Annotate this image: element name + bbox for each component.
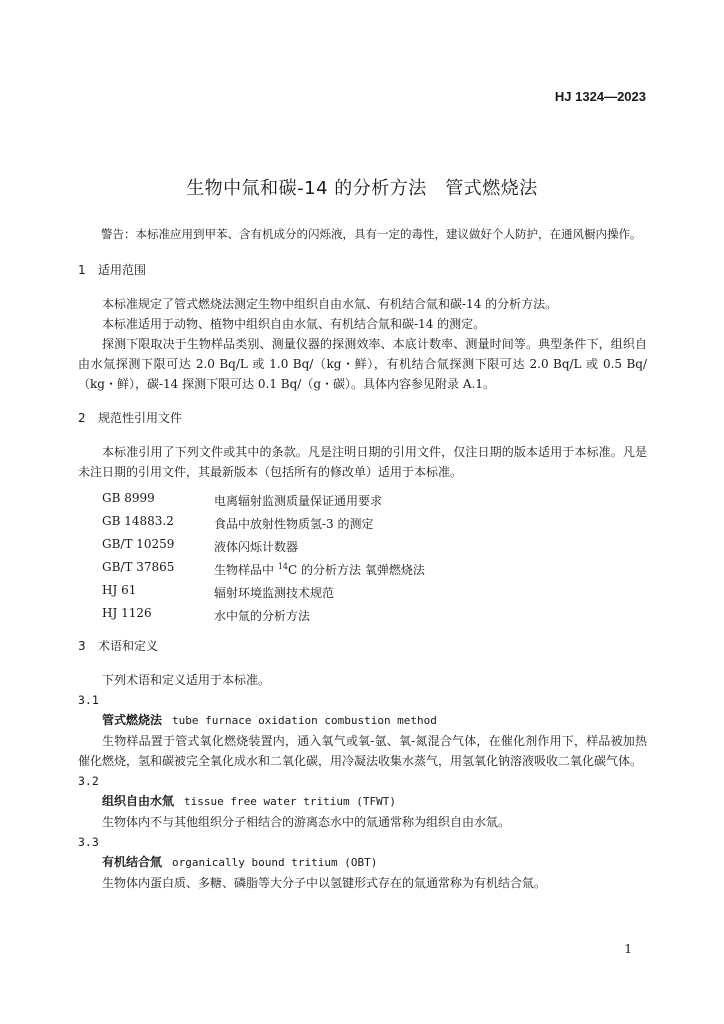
section-heading-references: [78, 408, 647, 428]
paragraph: 本标准规定了管式燃烧法测定生物中组织自由水氚、有机结合氚和碳-14 的分析方法。: [102, 297, 558, 311]
reference-code: GB/T 37865: [102, 560, 175, 574]
reference-list: [102, 488, 425, 626]
warning-text: 警告：本标准应用到甲苯、含有机成分的闪烁液，具有一定的毒性，建议做好个人防护，在通风橱内操作。: [101, 227, 642, 241]
term-name-cn: 管式燃烧法: [102, 713, 163, 727]
term-name-cn: 有机结合氚: [102, 855, 163, 869]
document-body: [78, 224, 647, 893]
paragraph: 下列术语和定义适用于本标准。: [102, 673, 271, 687]
term-name: [102, 791, 647, 812]
term-definition: 生物体内蛋白质、多糖、磷脂等大分子中以氢键形式存在的氚通常称为有机结合氚。: [102, 876, 547, 890]
reference-name: 电离辐射监测质量保证通用要求: [214, 494, 383, 508]
term-name: [102, 852, 647, 873]
reference-code: HJ 1126: [102, 606, 152, 620]
reference-name: 生物样品中 $^{14}$C 的分析方法 氧弹燃烧法: [214, 562, 425, 577]
reference-name: 辐射环境监测技术规范: [214, 586, 335, 600]
section-number: 2: [78, 411, 86, 425]
term-name-en: organically bound tritium (OBT): [172, 856, 378, 869]
section-title: 规范性引用文件: [98, 411, 183, 425]
term-name-en: tissue free water tritium (TFWT): [184, 795, 396, 808]
term-name: [102, 710, 647, 731]
section-heading-scope: [78, 260, 647, 280]
term-definition: 生物体内不与其他组织分子相结合的游离态水中的氚通常称为组织自由水氚。: [102, 815, 511, 829]
reference-name: 水中氚的分析方法: [214, 609, 311, 623]
document-title: 生物中氚和碳-14 的分析方法 管式燃烧法: [186, 178, 538, 199]
page-number: 1: [624, 942, 632, 956]
reference-item: [102, 557, 425, 580]
term-name-en: tube furnace oxidation combustion method: [172, 714, 437, 727]
reference-item: [102, 488, 425, 511]
reference-code: HJ 61: [102, 583, 137, 597]
reference-code: GB 14883.2: [102, 514, 174, 528]
reference-name: 食品中放射性物质氢-3 的测定: [214, 517, 374, 531]
reference-item: [102, 603, 425, 626]
reference-code: GB 8999: [102, 491, 155, 505]
section-number: 1: [78, 263, 86, 277]
term-number: 3.1: [78, 693, 99, 707]
term-definition: 生物样品置于管式氧化燃烧装置内，通入氧气或氧-氩、氧-氮混合气体，在催化剂作用下，样品被加热催化燃烧，氢和碳被完全氧化成水和二氧化碳，用冷凝法收集水蒸气，用氢氧化钠溶液吸收二氧化碳气体。: [78, 734, 647, 768]
section-title: 术语和定义: [98, 639, 159, 653]
term-number: 3.2: [78, 774, 99, 788]
reference-item: [102, 580, 425, 603]
reference-item: [102, 534, 425, 557]
reference-name: 液体闪烁计数器: [214, 540, 299, 554]
term-number: 3.3: [78, 835, 99, 849]
standard-code: HJ 1324—2023: [554, 89, 646, 104]
section-title: 适用范围: [98, 263, 147, 277]
reference-item: [102, 511, 425, 534]
section-number: 3: [78, 639, 86, 653]
paragraph: 本标准适用于动物、植物中组织自由水氚、有机结合氚和碳-14 的测定。: [102, 317, 486, 331]
scope-paragraphs: [78, 294, 647, 394]
term-name-cn: 组织自由水氚: [102, 794, 175, 808]
section-heading-terms: [78, 636, 647, 656]
paragraph: 本标准引用了下列文件或其中的条款。凡是注明日期的引用文件，仅注日期的版本适用于本标准。凡是未注日期的引用文件，其最新版本（包括所有的修改单）适用于本标准。: [78, 445, 647, 479]
reference-code: GB/T 10259: [102, 537, 175, 551]
paragraph: 探测下限取决于生物样品类别、测量仪器的探测效率、本底计数率、测量时间等。典型条件下，组织自由水氚探测下限可达 2.0 Bq/L 或 1.0 Bq/（kg・鲜），有机结合氚探测下限可达 2.0 Bq/L 或 0.5 Bq/（kg・鲜），碳-14 探测下限可达 0.1 Bq/（g・碳）。具体内容参见附录 A.1。: [78, 337, 647, 391]
